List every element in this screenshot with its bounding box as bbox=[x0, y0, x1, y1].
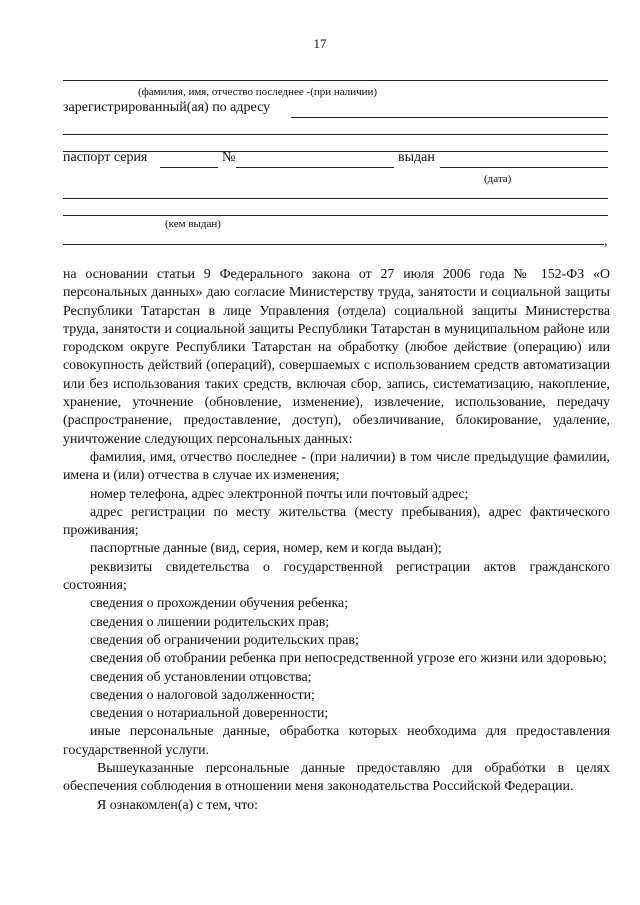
data-item-contacts: номер телефона, адрес электронной почты или почтовый адрес; bbox=[90, 486, 469, 502]
address-field-line-2[interactable] bbox=[63, 134, 608, 135]
issued-label: выдан bbox=[398, 150, 435, 165]
trailing-comma: , bbox=[604, 234, 608, 249]
data-item-restriction-rights: сведения об ограничении родительских прав; bbox=[90, 632, 359, 648]
acknowledgement-paragraph: Я ознакомлен(а) с тем, что: bbox=[97, 797, 258, 813]
issued-by-field-line-3[interactable] bbox=[63, 244, 604, 245]
data-item-notary: сведения о нотариальной доверенности; bbox=[90, 706, 329, 722]
fio-field-line[interactable] bbox=[63, 80, 608, 81]
consent-text bbox=[63, 266, 610, 815]
issued-by-field-line-1[interactable] bbox=[63, 198, 608, 199]
data-item-other: иные персональные данные, обработка которых необходима для предоставления государственной услуги. bbox=[63, 724, 610, 758]
fio-caption: (фамилия, имя, отчество последнее -(при наличии) bbox=[138, 86, 378, 98]
data-item-address: адрес регистрации по месту жительства (месту пребывания), адрес фактического проживания; bbox=[63, 504, 610, 539]
passport-number-label: № bbox=[222, 150, 236, 165]
issued-by-field-line-2[interactable] bbox=[63, 215, 608, 216]
data-item-child-removal: сведения об отобрании ребенка при непосредственной угрозе его жизни или здоровью; bbox=[90, 651, 607, 667]
address-field-line-1[interactable] bbox=[291, 117, 608, 118]
data-item-passport: паспортные данные (вид, серия, номер, кем и когда выдан); bbox=[90, 541, 442, 557]
passport-number-field-line[interactable] bbox=[236, 167, 394, 168]
passport-series-field-line[interactable] bbox=[160, 167, 218, 168]
data-item-paternity: сведения об установлении отцовства; bbox=[90, 669, 312, 685]
issued-date-field-line[interactable] bbox=[440, 167, 608, 168]
data-item-tax-debt: сведения о налоговой задолженности; bbox=[90, 687, 315, 703]
date-caption: (дата) bbox=[484, 173, 512, 185]
page-number: 17 bbox=[313, 36, 327, 51]
issued-by-caption: (кем выдан) bbox=[165, 218, 221, 230]
registered-address-label: зарегистрированный(ая) по адресу bbox=[63, 100, 271, 115]
data-item-full-name: фамилия, имя, отчество последнее - (при наличии) в том числе предыдущие фамилии, имена и (или) отчества в случае их изменения; bbox=[63, 449, 610, 484]
consent-paragraph-main: на основании статьи 9 Федерального закона от 27 июля 2006 года № 152-ФЗ «О персональных данных» даю согласие Министерству труда, занятости и социальной защиты Республики Татарстан в лице Управления (отдела) социальной защиты Министерства труда, занятости и социальной защиты Республики Татарстан в муниципальном районе или городском округе Республики Татарстан на обработку (любое действие (операцию) или совокупность действий (операций), совершаемых с использованием средств автоматизации или без использования таких средств, включая сбор, запись, систематизацию, накопление, хранение, уточнение (обновление, изменение), извлечение, использование, передачу (распространение, предоставление, доступ), обезличивание, блокирование, удаление, уничтожение следующих персональных данных: bbox=[63, 267, 610, 447]
passport-series-label: паспорт серия bbox=[63, 150, 148, 165]
data-item-deprivation-rights: сведения о лишении родительских прав; bbox=[90, 614, 330, 630]
data-item-civil-registration: реквизиты свидетельства о государственной регистрации актов гражданского состояния; bbox=[63, 559, 610, 594]
consent-purpose-paragraph: Вышеуказанные персональные данные предоставляю для обработки в целях обеспечения соблюдения в отношении меня законодательства Российской Федерации. bbox=[63, 761, 610, 795]
data-item-education: сведения о прохождении обучения ребенка; bbox=[90, 596, 349, 612]
